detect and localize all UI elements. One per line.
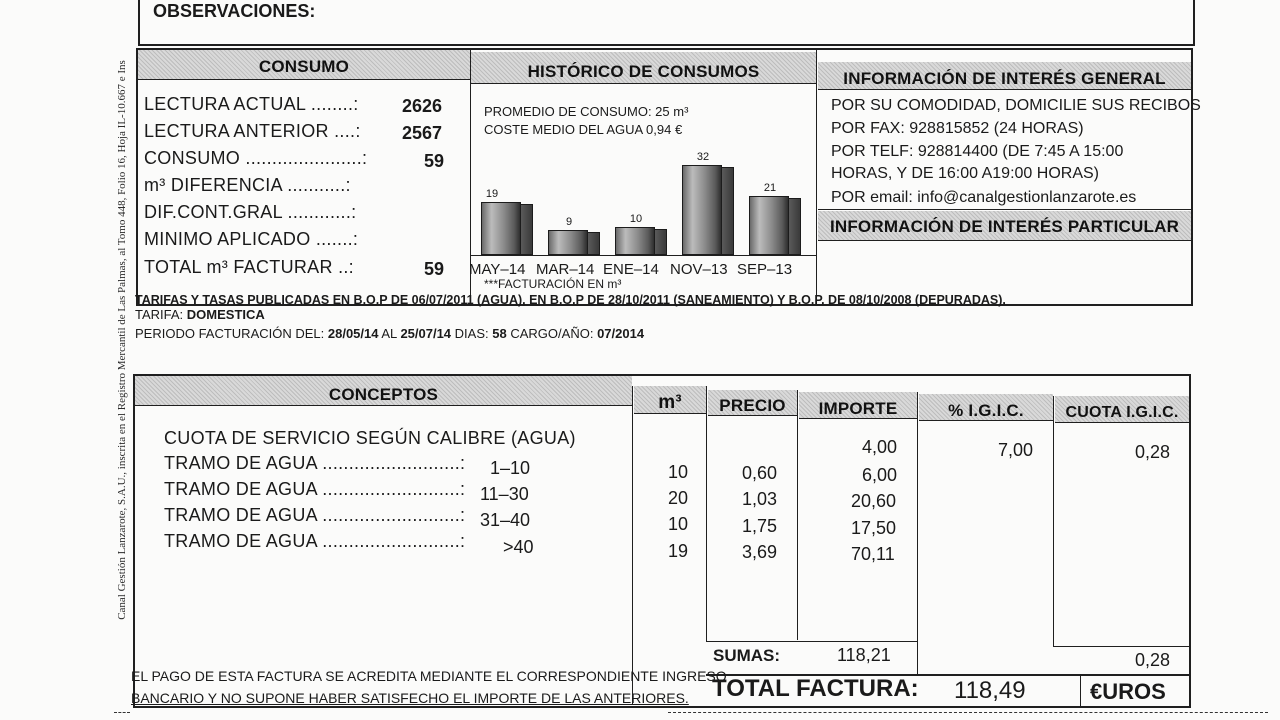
periodo-line (135, 326, 644, 341)
historico-footnote: ***FACTURACIÓN EN m³ (484, 277, 622, 291)
dias-label: DIAS: (454, 326, 489, 341)
chart-baseline (471, 255, 816, 256)
cut-line-left (114, 712, 130, 713)
tramo-row-5: >40 (503, 537, 534, 557)
importe-row-1: 4,00 (862, 437, 898, 457)
consumo-value-total-facturar: 59 (424, 259, 445, 279)
dias-value: 58 (492, 326, 507, 341)
periodo-label: PERIODO FACTURACIÓN DEL: (135, 326, 325, 341)
importe-row-3: 20,60 (851, 491, 897, 511)
cuota-igic-row-1: 0,28 (1135, 442, 1171, 462)
consumo-label-diferencia: m³ DIFERENCIA ...........: (144, 175, 351, 195)
info-general-header: INFORMACIÓN DE INTERÉS GENERAL (818, 62, 1191, 90)
historico-promedio: PROMEDIO DE CONSUMO: 25 m³ (484, 104, 689, 119)
precio-row-2: 0,60 (742, 463, 778, 483)
observaciones-label: OBSERVACIONES: (153, 1, 316, 21)
cargo-label: CARGO/AÑO: (510, 326, 594, 341)
chart-bar-side-4 (722, 167, 734, 255)
consumo-label-lectura-anterior: LECTURA ANTERIOR ....: (144, 121, 361, 141)
consumo-label-dif-cont-gral: DIF.CONT.GRAL ............: (144, 202, 357, 222)
importe-row-4: 17,50 (851, 518, 897, 538)
info-general-email: POR email: info@canalgestionlanzarote.es (831, 189, 1137, 206)
total-factura-value: 118,49 (954, 677, 1026, 704)
consumo-label-total-facturar: TOTAL m³ FACTURAR ..: (144, 257, 354, 277)
historico-coste: COSTE MEDIO DEL AGUA 0,94 € (484, 122, 683, 137)
consumo-label-lectura-actual: LECTURA ACTUAL ........: (144, 94, 359, 114)
chart-value-label-3: 10 (629, 213, 643, 225)
tramo-row-3: 11–30 (480, 484, 529, 504)
chart-category-label-3: ENE–14 (603, 261, 659, 278)
total-factura-label: TOTAL FACTURA: (712, 675, 919, 702)
tarifa-line (135, 307, 265, 322)
m3-row-2: 10 (668, 462, 689, 482)
consumo-value-lectura-anterior: 2567 (402, 123, 443, 143)
consumo-header: CONSUMO (138, 50, 470, 80)
tramo-row-4: 31–40 (480, 510, 531, 530)
chart-value-label-1: 19 (485, 188, 499, 200)
consumo-value-lectura-actual: 2626 (402, 96, 443, 116)
info-general-line-3: POR TELF: 928814400 (DE 7:45 A 15:00 (831, 143, 1124, 160)
chart-value-label-4: 32 (696, 151, 710, 163)
footer-line-2: BANCARIO Y NO SUPONE HABER SATISFECHO EL IMPORTE DE LAS ANTERIORES. (131, 690, 689, 706)
concepto-row-3: TRAMO DE AGUA ..........................: (164, 479, 466, 499)
chart-bar-1 (481, 202, 521, 255)
chart-bar-5 (749, 196, 789, 255)
pct-igic-header: % I.G.I.C. (919, 394, 1053, 421)
sumas-cuota: 0,28 (1135, 650, 1171, 670)
concepto-row-4: TRAMO DE AGUA ..........................: (164, 505, 466, 525)
chart-category-label-5: SEP–13 (737, 261, 793, 278)
chart-category-label-1: MAY–14 (469, 261, 526, 278)
cut-line (668, 712, 1268, 713)
chart-value-label-5: 21 (763, 182, 777, 194)
concepto-row-5: TRAMO DE AGUA ..........................: (164, 531, 466, 551)
m3-header: m³ (634, 386, 706, 414)
tramo-row-2: 1–10 (490, 458, 531, 478)
tarifa-value: DOMESTICA (186, 307, 265, 322)
precio-header: PRECIO (708, 390, 797, 416)
tarifa-label: TARIFA: (135, 307, 184, 322)
concepto-row-1: CUOTA DE SERVICIO SEGÚN CALIBRE (AGUA) (164, 428, 576, 448)
concepto-row-2: TRAMO DE AGUA ..........................: (164, 453, 466, 473)
chart-bar-2 (548, 230, 588, 255)
consumo-value-consumo: 59 (424, 151, 445, 171)
chart-bar-side-5 (789, 198, 801, 255)
info-particular-header: INFORMACIÓN DE INTERÉS PARTICULAR (818, 211, 1191, 241)
chart-bar-4 (682, 165, 722, 255)
consumo-label-minimo-aplicado: MINIMO APLICADO .......: (144, 229, 359, 249)
pct-igic-row-1: 7,00 (998, 440, 1034, 460)
chart-category-label-2: MAR–14 (536, 261, 595, 278)
historico-header: HISTÓRICO DE CONSUMOS (471, 52, 816, 84)
consumption-history-chart (471, 140, 816, 292)
cuota-igic-header: CUOTA I.G.I.C. (1055, 396, 1189, 423)
chart-bar-side-3 (655, 229, 667, 255)
chart-category-label-4: NOV–13 (670, 261, 728, 278)
tarifas-publicadas: TARIFAS Y TASAS PUBLICADAS EN B.O.P DE 06/07/2011 (AGUA), EN B.O.P DE 28/10/2011 (SANEAMIENTO) Y B.O.P. DE 08/10/2008 (DEPURADAS). (135, 293, 1006, 307)
m3-row-5: 19 (668, 541, 689, 561)
importe-row-5: 70,11 (851, 544, 895, 564)
chart-bar-3 (615, 227, 655, 255)
importe-header: IMPORTE (799, 392, 917, 419)
precio-row-4: 1,75 (742, 516, 778, 536)
info-general-line-2: POR FAX: 928815852 (24 HORAS) (831, 120, 1084, 137)
info-general-line-1: POR SU COMODIDAD, DOMICILIE SUS RECIBOS (831, 97, 1201, 114)
chart-bar-side-1 (521, 204, 533, 255)
importe-row-2: 6,00 (862, 465, 898, 485)
precio-row-5: 3,69 (742, 542, 778, 562)
consumo-label-consumo: CONSUMO ......................: (144, 148, 368, 168)
conceptos-header: CONCEPTOS (135, 376, 632, 406)
m3-row-3: 20 (668, 488, 689, 508)
periodo-from: 28/05/14 (327, 326, 379, 341)
currency-label: €UROS (1090, 679, 1166, 704)
periodo-al: AL (381, 326, 397, 341)
info-general-line-4: HORAS, Y DE 16:00 A19:00 HORAS) (831, 165, 1099, 182)
precio-row-3: 1,03 (742, 489, 778, 509)
chart-bar-side-2 (588, 232, 600, 255)
sumas-value: 118,21 (837, 645, 891, 665)
m3-row-4: 10 (668, 514, 689, 534)
chart-value-label-2: 9 (565, 216, 573, 228)
registry-side-text: Canal Gestión Lanzarote, S.A.U., inscrita en el Registro Mercantil de Las Palmas, al Tomo 448, Folio 16, Hoja IL-10.667 e Ins (116, 60, 128, 620)
periodo-to: 25/07/14 (400, 326, 452, 341)
cargo-value: 07/2014 (597, 326, 645, 341)
footer-line-1: EL PAGO DE ESTA FACTURA SE ACREDITA MEDIANTE EL CORRESPONDIENTE INGRESO (131, 668, 727, 684)
sumas-label: SUMAS: (713, 646, 781, 665)
